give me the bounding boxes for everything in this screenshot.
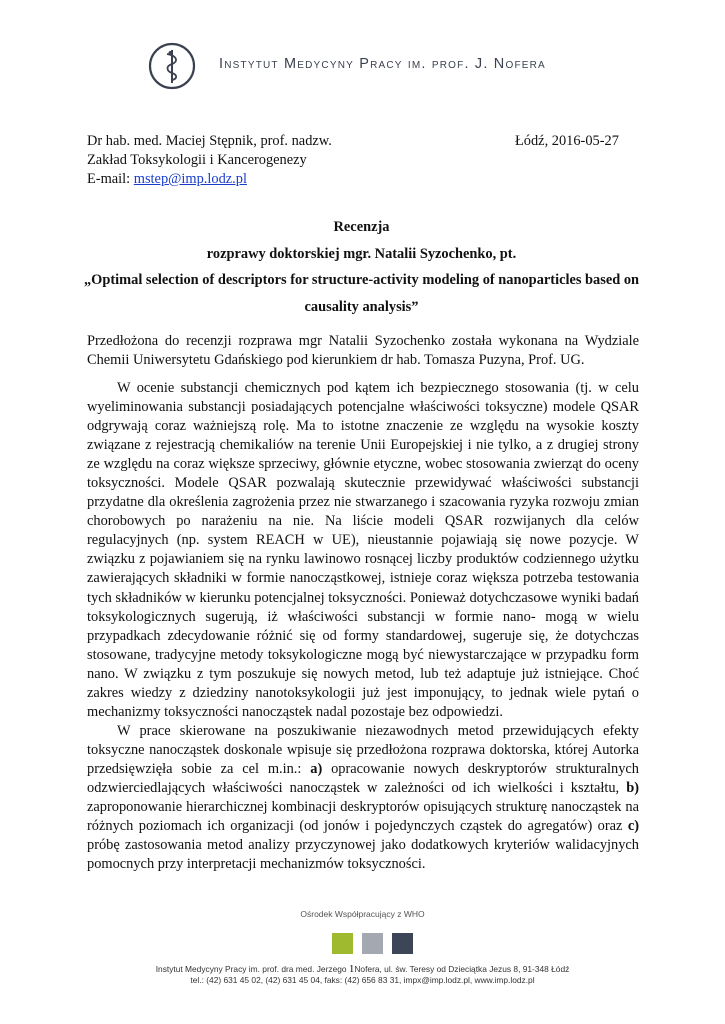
footer-address <box>0 964 725 986</box>
paragraph-2 <box>87 722 639 874</box>
address-part-2: Nofera, ul. św. Teresy od Dzieciątka Jezus 8, 91-348 Łódź <box>354 964 570 974</box>
paragraph-2-part-1: W prace skierowane na poszukiwanie niezawodnych metod przewidujących efekty toksyczne nanocząstek doskonale wpisuje się przedłożona rozprawa doktorska, której Autorka przedsięwzięła sobie za cel m.in.: <box>87 722 639 777</box>
institute-name: Instytut Medycyny Pracy im. prof. J. Nofera <box>219 56 546 72</box>
review-title <box>80 214 643 320</box>
email-link[interactable]: mstep@imp.lodz.pl <box>133 171 247 187</box>
author-email-line <box>87 170 332 189</box>
title-line-2: rozprawy doktorskiej mgr. Natalii Syzochenko, pt. <box>206 245 517 262</box>
gray-square <box>362 933 383 954</box>
email-label: E-mail: <box>87 171 134 187</box>
intro-paragraph: Przedłożona do recenzji rozprawa mgr Natalii Syzochenko została wykonana na Wydziale Chemii Uniwersytetu Gdańskiego pod kierunkiem dr hab. Tomasza Puzyna, Prof. UG. <box>87 333 639 368</box>
contact-line: tel.: (42) 631 45 02, (42) 631 45 04, faks: (42) 656 83 31, impx@imp.lodz.pl, www.imp.lodz.pl <box>190 975 535 985</box>
who-center-label: Ośrodek Współpracujący z WHO <box>300 909 425 919</box>
footer-color-squares <box>332 933 413 954</box>
item-a-label: a) <box>310 760 323 777</box>
paragraph-2-part-3: zaproponowanie hierarchicznej kombinacji deskryptorów opisujących strukturę nanocząstek na różnych poziomach ich organizacji (od jonów i pojedynczych cząstek do agregatów) oraz <box>87 799 639 835</box>
paragraph-1: W ocenie substancji chemicznych pod kątem ich bezpiecznego stosowania (tj. w celu wyeliminowania substancji posiadających potencjalne właściwości toksyczne) modele QSAR odgrywają coraz ważniejszą rolę. Ma to istotne znaczenie ze względu na wysokie koszty związane z rejestracją chemikaliów na terenie Unii Europejskiej i nie tylko, a z drugiej strony ze względu na coraz większe sprzeciwy, głównie etyczne, wobec stosowania zwierząt do oceny toksyczności. Modele QSAR pozwalają skutecznie przewidywać właściwości substancji przydatne dla określenia zagrożenia przez nie stwarzanego i szacowania ryzyka rozwoju zmian chorobowych po narażeniu na nie. Na liście modeli QSAR rozwijanych dla celów regulacyjnych (np. system REACH w UE), nieustannie pojawiają się nowe pozycje. W związku z pojawianiem się na rynku lawinowo rosnącej liczby produktów codziennego użytku zawierających składniki w formie nanocząstkowej, istnieje coraz większa potrzeba testowania tych składników w kierunku potencjalnej toksyczności. Ponieważ dotychczasowe wyniki badań toksykologicznych sugerują, iż właściwości substancji w formie nano- mogą w wielu przypadkach zdecydowanie różnić się od formy standardowej, sugeruje się, że dotychczas stosowane, tradycyjne metody toksykologiczne mogą być niewystarczające w przypadku form nano. W związku z tym poszukuje się nowych metod, lub też adaptuje już istniejące. Choć zakres wiedzy z dziedziny nanotoksykologii już jest imponujący, to jednak wiele pytań o mechanizmy toksyczności nanocząstek nadal pozostaje bez odpowiedzi. <box>87 380 639 720</box>
page-number: 1 <box>348 963 355 975</box>
caduceus-circle-icon <box>148 42 196 90</box>
body-text <box>87 379 639 874</box>
address-line <box>0 964 725 975</box>
author-name: Dr hab. med. Maciej Stępnik, prof. nadzw. <box>87 133 332 149</box>
letter-date: Łódź, 2016-05-27 <box>515 133 619 149</box>
green-square <box>332 933 353 954</box>
paragraph-2-part-4: próbę zastosowania metod analizy przyczynowej jako dodatkowych kryteriów walidacyjnych pomocnych przy interpretacji mechanizmów toksyczności. <box>87 837 639 873</box>
author-department: Zakład Toksykologii i Kancerogenezy <box>87 152 307 168</box>
item-b-label: b) <box>626 779 639 796</box>
paragraph-2-part-2: opracowanie nowych deskryptorów strukturalnych odzwierciedlających właściwości nanocząstek w zależności od ich wielkości i kształtu, <box>87 760 639 796</box>
title-line-1: Recenzja <box>333 219 390 235</box>
address-part-1: Instytut Medycyny Pracy im. prof. dra med. Jerzego <box>155 964 349 974</box>
item-c-label: c) <box>627 818 639 835</box>
navy-square <box>392 933 413 954</box>
author-block <box>87 132 332 189</box>
title-line-3: „Optimal selection of descriptors for structure-activity modeling of nanoparticles based on causality analysis” <box>83 272 640 315</box>
